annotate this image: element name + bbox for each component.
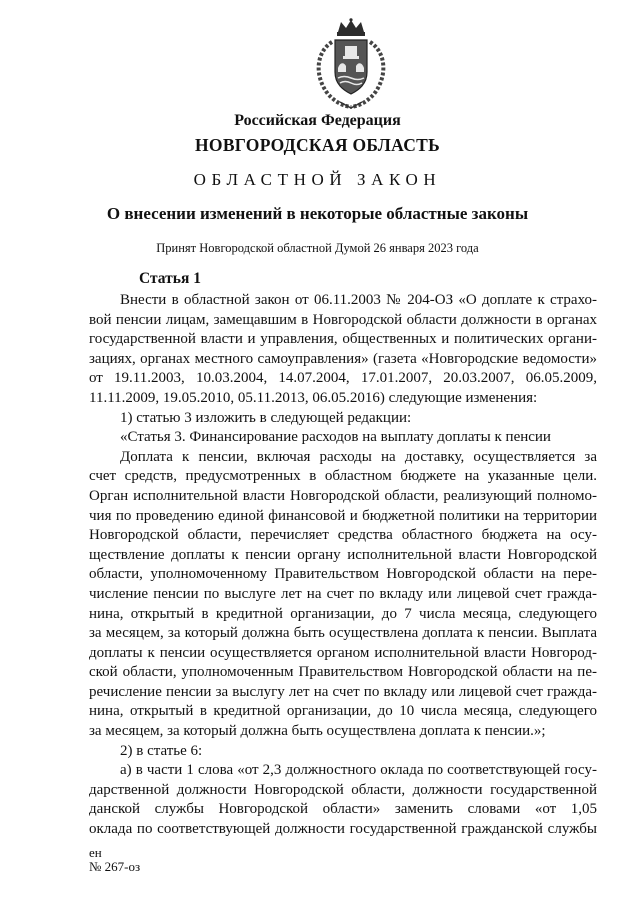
body-line: 1) статью 3 изложить в следующей редакции:	[120, 409, 412, 426]
body-line: чия по проведению единой финансовой и бюджетной политики на территории	[89, 507, 597, 524]
region-heading: НОВГОРОДСКАЯ ОБЛАСТЬ	[195, 135, 440, 155]
body-line: Внести в областной закон от 06.11.2003 № 204-ОЗ «О доплате к страхо-	[120, 292, 597, 308]
document-footer	[89, 846, 140, 874]
law-type-heading: ОБЛАСТНОЙ ЗАКОН	[193, 170, 442, 189]
body-line: 11.11.2009, 19.05.2010, 05.11.2013, 06.05.2016) следующие изменения:	[89, 389, 538, 406]
law-body	[89, 291, 597, 840]
body-line: вой пенсии лицам, замещавшим в Новгородской области должности в органах	[89, 311, 597, 328]
federation-heading: Российская Федерация	[234, 112, 401, 129]
body-line: области, уполномоченному Правительством Новгородской области на пере-	[89, 566, 597, 583]
body-line: Новгородской области, перечисляет средства областного бюджета на осу-	[89, 527, 597, 544]
body-line: за месяцем, за который должна быть осуществлена доплата к пенсии.»;	[89, 723, 546, 740]
novgorod-coat-of-arms-icon	[310, 18, 392, 110]
body-line: речисление пенсии за выслугу лет на счет по вкладу или лицевой счет гражда-	[89, 683, 597, 700]
body-line: числение пенсии по выслуге лет на счет по вкладу или лицевой счет гражда-	[89, 585, 597, 602]
article-heading: Статья 1	[139, 270, 201, 287]
body-line: от 19.11.2003, 10.03.2004, 14.07.2004, 17.01.2007, 20.03.2007, 06.05.2009,	[89, 370, 597, 387]
law-number: № 267-оз	[89, 859, 141, 874]
body-line: данской службы Новгородской области» заменить словами «от 1,05	[89, 801, 597, 818]
body-line: дарственной должности Новгородской области, должности государственной	[89, 781, 597, 798]
body-line: нина, открытый в кредитной организации, до 10 числа месяца, следующего	[89, 703, 597, 720]
body-line: государственной власти и управления, общественных и политических органи-	[89, 331, 597, 348]
body-line: ской области, уполномоченным Правительством Новгородской области на пе-	[89, 664, 597, 681]
body-line: за месяцем, за который должна быть осуществлена доплата к пенсии. Выплата	[89, 625, 597, 642]
body-line: 2) в статье 6:	[120, 742, 203, 759]
body-line: оклада по соответствующей должности государственной гражданской службы	[89, 821, 597, 838]
adoption-note: Принят Новгородской областной Думой 26 января 2023 года	[156, 241, 479, 255]
body-line: доплаты к пенсии осуществляется органом исполнительной власти Новгород-	[89, 644, 597, 661]
body-line: ществление доплаты к пенсии органу исполнительной власти Новгородской	[89, 546, 597, 563]
law-title: О внесении изменений в некоторые областные законы	[106, 204, 529, 223]
body-line: Орган исполнительной власти Новгородской области, реализующий полномо-	[89, 487, 597, 504]
executor-initials: ен	[89, 845, 102, 860]
body-line: Доплата к пенсии, включая расходы на доставку, осуществляется за	[120, 448, 597, 465]
body-line: а) в части 1 слова «от 2,3 должностного оклада по соответствующей госу-	[120, 762, 597, 779]
body-line: зациях, органах местного самоуправления» (газета «Новгородские ведомости»	[89, 350, 597, 367]
body-line: счет средств, предусмотренных в областном бюджете на указанные цели.	[89, 468, 597, 485]
body-line: «Статья 3. Финансирование расходов на выплату доплаты к пенсии	[120, 429, 551, 446]
body-line: нина, открытый в кредитной организации, до 7 числа месяца, следующего	[89, 605, 597, 622]
